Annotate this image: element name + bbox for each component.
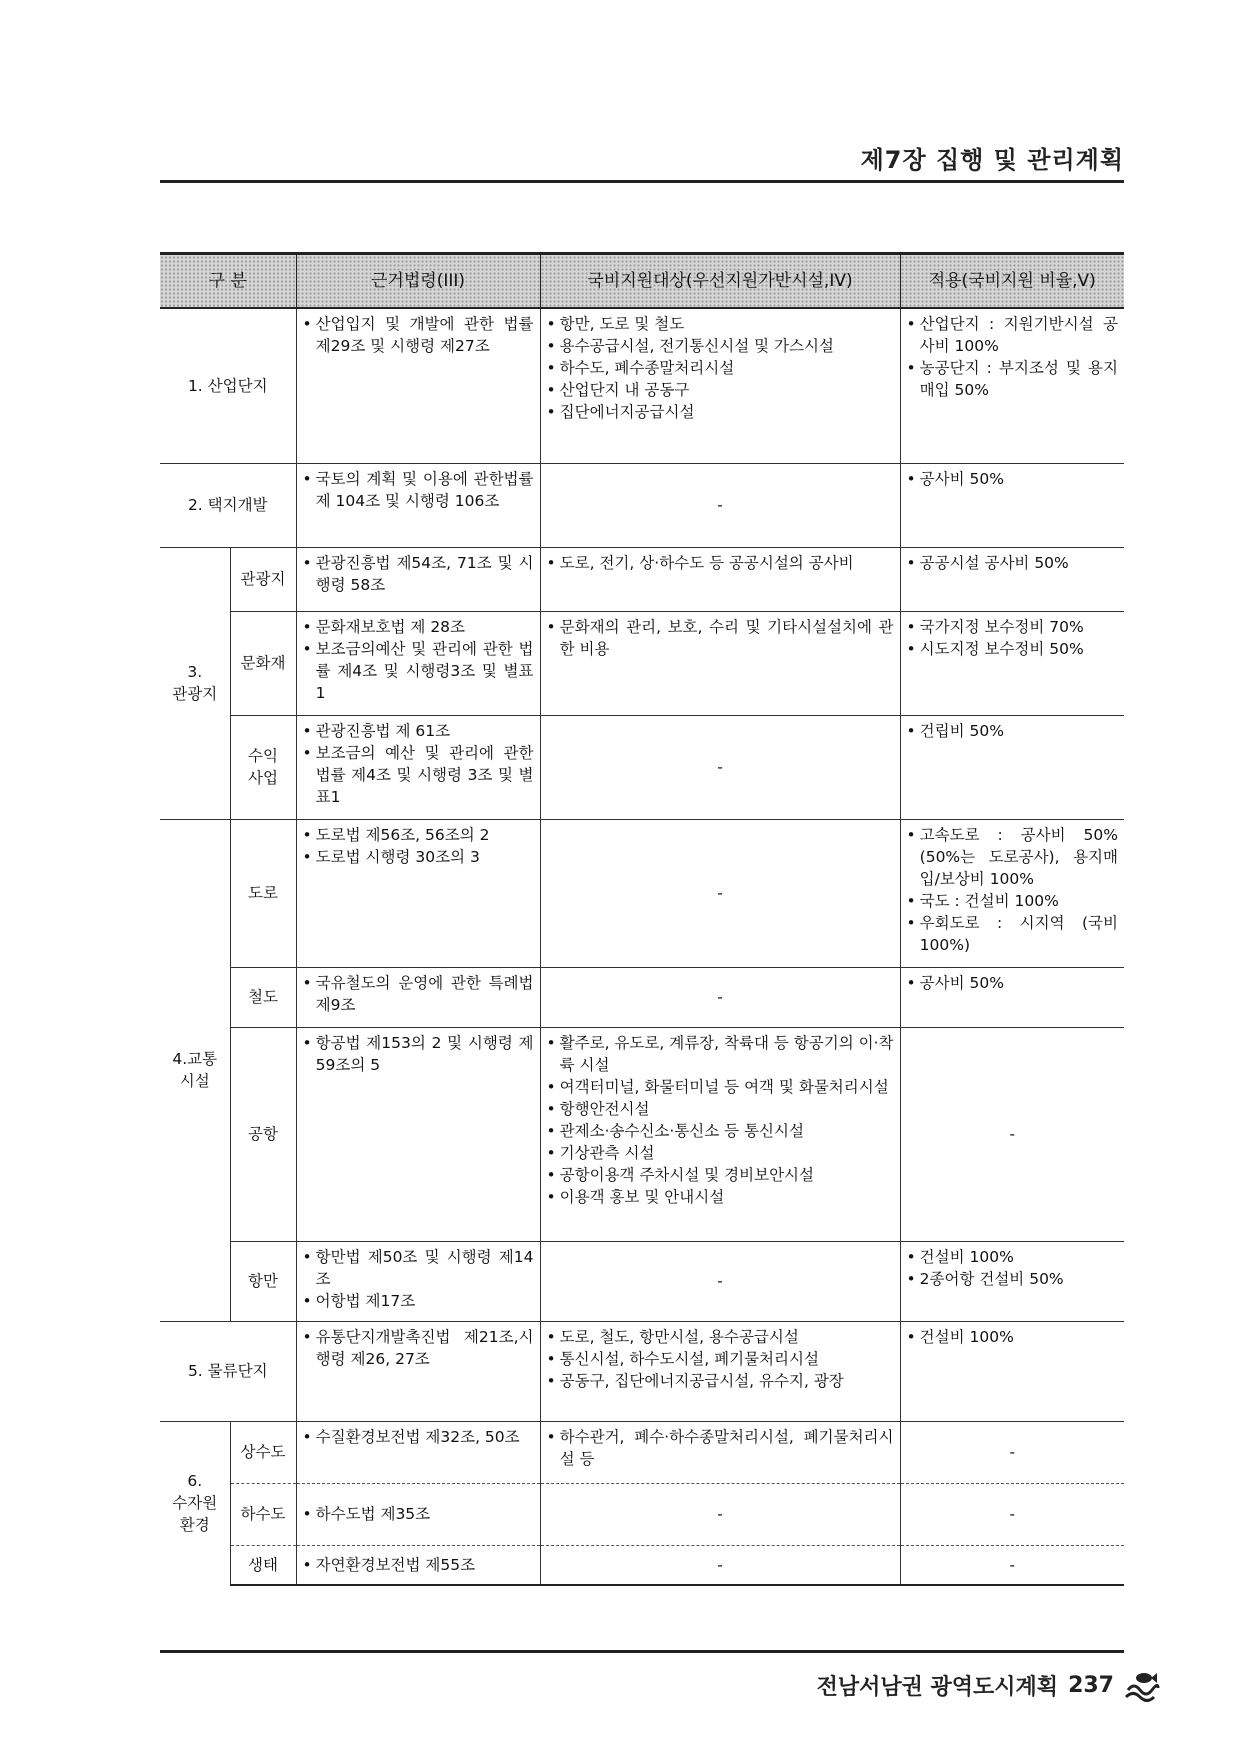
apply-text: 농공단지 : 부지조성 및 용지매입 50% xyxy=(919,359,1118,399)
bullet: • xyxy=(906,315,916,333)
law-text: 보조금의예산 및 관리에 관한 법률 제4조 및 시행령3조 및 별표1 xyxy=(315,639,534,702)
bullet: • xyxy=(302,743,312,762)
apply-text: 산업단지 : 지원기반시설 공사비 100% xyxy=(919,315,1118,355)
apply-text: 국가지정 보수정비 70% xyxy=(919,617,1084,636)
law-cell xyxy=(296,967,540,1027)
apply-cell xyxy=(900,308,1124,463)
target-text: 관제소·송수신소·통신소 등 통신시설 xyxy=(559,1121,804,1140)
target-text: 산업단지 내 공동구 xyxy=(559,381,690,399)
target-text: 도로, 철도, 항만시설, 용수공급시설 xyxy=(559,1327,799,1346)
category-logistics: 5. 물류단지 xyxy=(160,1321,296,1421)
table-row xyxy=(160,308,1124,463)
bullet: • xyxy=(302,1505,312,1523)
target-cell-empty: - xyxy=(540,715,900,819)
target-cell-empty: - xyxy=(540,1483,900,1545)
bullet: • xyxy=(302,315,312,333)
law-cell xyxy=(296,547,540,611)
law-text: 자연환경보전법 제55조 xyxy=(315,1555,476,1574)
category-line: 3. xyxy=(187,663,203,681)
apply-cell xyxy=(900,547,1124,611)
bullet: • xyxy=(546,315,556,333)
category-line: 시설 xyxy=(179,1072,210,1090)
col-header-law: 근거법령(III) xyxy=(296,254,540,309)
sub-road: 도로 xyxy=(230,819,296,967)
target-cell xyxy=(540,547,900,611)
bullet: • xyxy=(546,1143,556,1162)
law-text: 산업입지 및 개발에 관한 법률 제29조 및 시행령 제27조 xyxy=(315,315,534,355)
table-row xyxy=(160,1421,1124,1483)
bullet: • xyxy=(302,825,312,844)
target-text: 항행안전시설 xyxy=(559,1099,650,1118)
target-cell-empty: - xyxy=(540,463,900,547)
target-text: 기상관측 시설 xyxy=(559,1143,655,1162)
bullet: • xyxy=(906,1269,916,1288)
apply-text: 2종어항 건설비 50% xyxy=(919,1269,1064,1288)
apply-cell-empty: - xyxy=(900,1545,1124,1585)
category-line: 6. xyxy=(187,1472,203,1491)
bullet: • xyxy=(546,1187,556,1206)
law-cell xyxy=(296,1421,540,1483)
apply-cell-empty: - xyxy=(900,1027,1124,1241)
bullet: • xyxy=(906,1247,916,1266)
target-cell xyxy=(540,308,900,463)
col-header-target: 국비지원대상(우선지원가반시설,IV) xyxy=(540,254,900,309)
law-cell xyxy=(296,1545,540,1585)
bullet: • xyxy=(302,639,312,658)
category-water xyxy=(160,1421,230,1585)
target-cell-empty: - xyxy=(540,1545,900,1585)
apply-cell xyxy=(900,819,1124,967)
law-text: 문화재보호법 제 28조 xyxy=(315,617,466,636)
sub-sewer: 하수도 xyxy=(230,1483,296,1545)
law-text: 관광진흥법 제 61조 xyxy=(315,721,451,740)
table-header-row xyxy=(160,254,1124,309)
footer xyxy=(817,1668,1160,1702)
law-text: 수질환경보전법 제32조, 50조 xyxy=(315,1427,520,1446)
sub-airport: 공항 xyxy=(230,1027,296,1241)
apply-cell xyxy=(900,1321,1124,1421)
table-row xyxy=(160,819,1124,967)
table-row xyxy=(160,967,1124,1027)
bullet: • xyxy=(546,1371,556,1390)
table-row xyxy=(160,1027,1124,1241)
bullet: • xyxy=(302,847,312,866)
bullet: • xyxy=(302,1327,312,1346)
table-row xyxy=(160,715,1124,819)
footer-title: 전남서남권 광역도시계획 xyxy=(816,1674,1059,1700)
bullet: • xyxy=(302,1247,312,1266)
law-text: 국유철도의 운영에 관한 특례법 제9조 xyxy=(315,973,534,1014)
bullet: • xyxy=(546,381,556,399)
bullet: • xyxy=(906,617,916,636)
bullet: • xyxy=(906,639,916,658)
apply-text: 공공시설 공사비 50% xyxy=(919,553,1069,572)
sub-heritage: 문화재 xyxy=(230,611,296,715)
target-text: 여객터미널, 화물터미널 등 여객 및 화물처리시설 xyxy=(559,1077,889,1096)
bullet: • xyxy=(906,469,916,488)
funding-table xyxy=(160,252,1124,1586)
bullet: • xyxy=(906,913,916,932)
footer-rule xyxy=(160,1650,1124,1653)
law-text: 하수도법 제35조 xyxy=(315,1505,431,1523)
target-text: 하수관거, 폐수·하수종말처리시설, 폐기물처리시설 등 xyxy=(559,1427,894,1468)
sub-port: 항만 xyxy=(230,1241,296,1321)
apply-cell xyxy=(900,1241,1124,1321)
target-cell xyxy=(540,1421,900,1483)
bullet: • xyxy=(906,1327,916,1346)
bullet: • xyxy=(546,1099,556,1118)
target-text: 용수공급시설, 전기통신시설 및 가스시설 xyxy=(559,337,834,355)
bullet: • xyxy=(906,825,916,844)
apply-cell-empty: - xyxy=(900,1483,1124,1545)
category-line: 관광지 xyxy=(172,685,218,703)
target-text: 이용객 홍보 및 안내시설 xyxy=(559,1187,725,1206)
apply-text: 시도지정 보수정비 50% xyxy=(919,639,1084,658)
bullet: • xyxy=(302,553,312,572)
bullet: • xyxy=(302,973,312,992)
sub-resort: 관광지 xyxy=(230,547,296,611)
table-row xyxy=(160,1241,1124,1321)
law-text: 어항법 제17조 xyxy=(315,1291,416,1310)
bullet: • xyxy=(546,1033,556,1052)
bullet: • xyxy=(302,1555,312,1574)
sub-supply: 상수도 xyxy=(230,1421,296,1483)
apply-text: 고속도로 : 공사비 50% (50%는 도로공사), 용지매입/보상비 100% xyxy=(919,825,1118,888)
wave-fish-logo-icon xyxy=(1124,1668,1160,1702)
bullet: • xyxy=(546,337,556,355)
law-cell xyxy=(296,1027,540,1241)
chapter-title: 제7장 집행 및 관리계획 xyxy=(860,146,1124,174)
bullet: • xyxy=(302,469,312,488)
bullet: • xyxy=(906,553,916,572)
target-text: 도로, 전기, 상·하수도 등 공공시설의 공사비 xyxy=(559,553,854,572)
table-row xyxy=(160,1483,1124,1545)
apply-text: 공사비 50% xyxy=(919,469,1004,488)
target-cell xyxy=(540,1321,900,1421)
target-text: 항만, 도로 및 철도 xyxy=(559,315,685,333)
law-cell xyxy=(296,308,540,463)
bullet: • xyxy=(546,1121,556,1140)
category-line: 환경 xyxy=(179,1516,210,1535)
law-text: 관광진흥법 제54조, 71조 및 시행령 58조 xyxy=(315,553,534,594)
law-cell xyxy=(296,1483,540,1545)
bullet: • xyxy=(302,1291,312,1310)
target-cell xyxy=(540,611,900,715)
bullet: • xyxy=(546,1427,556,1446)
bullet: • xyxy=(302,1033,312,1052)
sub-eco: 생태 xyxy=(230,1545,296,1585)
target-text: 문화재의 관리, 보호, 수리 및 기타시설설치에 관한 비용 xyxy=(559,617,894,658)
target-text: 집단에너지공급시설 xyxy=(559,403,695,421)
law-text: 국토의 계획 및 이용에 관한법률 제 104조 및 시행령 106조 xyxy=(315,469,534,510)
law-cell xyxy=(296,819,540,967)
law-cell xyxy=(296,463,540,547)
bullet: • xyxy=(546,553,556,572)
apply-text: 공사비 50% xyxy=(919,973,1004,992)
law-text: 유통단지개발촉진법 제21조,시행령 제26, 27조 xyxy=(315,1327,534,1368)
bullet: • xyxy=(546,1327,556,1346)
table-row xyxy=(160,611,1124,715)
apply-text: 건설비 100% xyxy=(919,1327,1014,1346)
table-row xyxy=(160,1321,1124,1421)
sub-rail: 철도 xyxy=(230,967,296,1027)
sub-profit xyxy=(230,715,296,819)
target-cell-empty: - xyxy=(540,967,900,1027)
bullet: • xyxy=(906,973,916,992)
target-cell-empty: - xyxy=(540,819,900,967)
apply-text: 건립비 50% xyxy=(919,721,1004,740)
bullet: • xyxy=(906,359,916,377)
apply-text: 우회도로 : 시지역 (국비 100%) xyxy=(919,913,1118,954)
target-text: 공항이용객 주차시설 및 경비보안시설 xyxy=(559,1165,815,1184)
category-transport xyxy=(160,819,230,1321)
apply-cell xyxy=(900,967,1124,1027)
sub-line: 사업 xyxy=(248,769,278,787)
bullet: • xyxy=(546,1077,556,1096)
bullet: • xyxy=(546,1349,556,1368)
apply-text: 국도 : 건설비 100% xyxy=(919,891,1059,910)
header-rule xyxy=(160,180,1124,183)
bullet: • xyxy=(906,891,916,910)
bullet: • xyxy=(546,403,556,421)
apply-cell xyxy=(900,611,1124,715)
category-line: 수자원 xyxy=(172,1494,218,1513)
category-tourism xyxy=(160,547,230,819)
apply-text: 건설비 100% xyxy=(919,1247,1014,1266)
law-cell xyxy=(296,1241,540,1321)
target-cell-empty: - xyxy=(540,1241,900,1321)
target-text: 공동구, 집단에너지공급시설, 유수지, 광장 xyxy=(559,1371,844,1390)
bullet: • xyxy=(302,617,312,636)
law-text: 항만법 제50조 및 시행령 제14조 xyxy=(315,1247,534,1288)
table-row xyxy=(160,547,1124,611)
law-cell xyxy=(296,1321,540,1421)
apply-cell-empty: - xyxy=(900,1421,1124,1483)
category-industrial: 1. 산업단지 xyxy=(160,308,296,463)
col-header-apply: 적용(국비지원 비율,V) xyxy=(900,254,1124,309)
law-cell xyxy=(296,715,540,819)
bullet: • xyxy=(906,721,916,740)
law-text: 도로법 제56조, 56조의 2 xyxy=(315,825,490,844)
bullet: • xyxy=(546,1165,556,1184)
category-line: 4.교통 xyxy=(172,1050,218,1068)
col-header-category: 구 분 xyxy=(160,254,296,309)
law-text: 항공법 제153의 2 및 시행령 제59조의 5 xyxy=(315,1033,534,1074)
apply-cell xyxy=(900,463,1124,547)
sub-line: 수익 xyxy=(248,747,278,765)
law-text: 도로법 시행령 30조의 3 xyxy=(315,847,480,866)
page-number: 237 xyxy=(1068,1672,1114,1698)
table-row xyxy=(160,463,1124,547)
target-text: 활주로, 유도로, 계류장, 착륙대 등 항공기의 이·착륙 시설 xyxy=(559,1033,894,1074)
law-text: 보조금의 예산 및 관리에 관한 법률 제4조 및 시행령 3조 및 별표1 xyxy=(315,743,534,806)
bullet: • xyxy=(302,721,312,740)
bullet: • xyxy=(302,1427,312,1446)
target-text: 하수도, 폐수종말처리시설 xyxy=(559,359,735,377)
target-text: 통신시설, 하수도시설, 폐기물처리시설 xyxy=(559,1349,819,1368)
bullet: • xyxy=(546,617,556,636)
bullet: • xyxy=(546,359,556,377)
apply-cell xyxy=(900,715,1124,819)
table-row xyxy=(160,1545,1124,1585)
target-cell xyxy=(540,1027,900,1241)
law-cell xyxy=(296,611,540,715)
category-housing: 2. 택지개발 xyxy=(160,463,296,547)
